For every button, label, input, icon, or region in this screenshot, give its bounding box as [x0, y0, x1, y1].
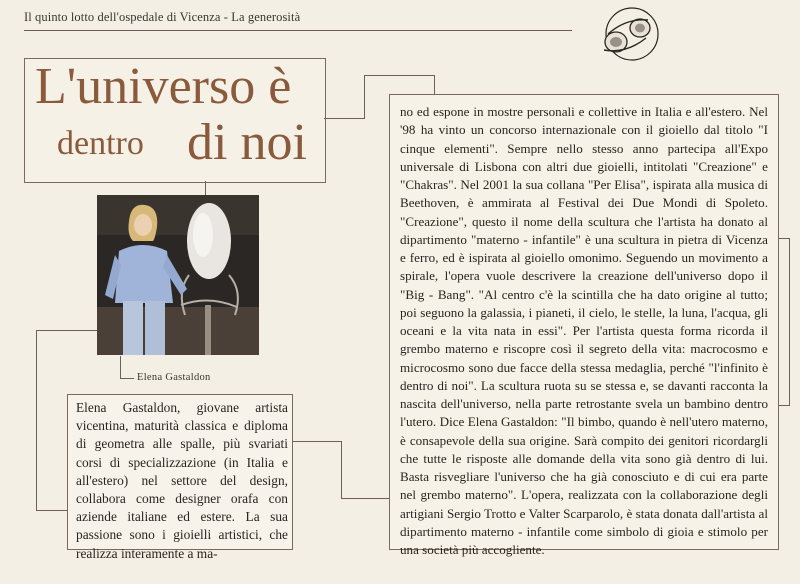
photo-caption: Elena Gastaldon	[137, 372, 211, 383]
artist-photo-illustration	[97, 195, 259, 355]
artist-photo	[97, 195, 259, 355]
connector-line	[205, 181, 206, 195]
connector-line	[291, 441, 341, 442]
title-line-2-small: dentro	[57, 125, 144, 162]
bio-box	[67, 394, 293, 561]
bio-text: Elena Gastaldon, giovane artista vicentina, maturità classica e diploma di geometra alle spalle, più svariati corsi di specializzazione (in Italia e all'estero) nel settore del design, collabora come designer orafa con aziende italiane ed estere. La sua passione sono i gioielli artistici, che realizza interamente a ma-	[76, 400, 288, 561]
decorative-logo-icon	[586, 4, 666, 64]
title-line-1: L'universo è	[35, 58, 292, 115]
title-box	[24, 58, 326, 183]
connector-line	[120, 378, 134, 379]
connector-line	[36, 510, 67, 511]
article-text: no ed espone in mostre personali e collettive in Italia e all'estero. Nel '98 ha vinto un concorso internazionale con il gioiello dal titolo "I cinque elementi". Sempre nello stesso anno partecipa all'Expo universale di Lisbona con altri due gioielli, intitolati "Creazione" e "Chakras". Nel 2001 la sua collana "Per Elisa", ispirata alla musica di Beethoven, è ammirata al Festival dei Due Mondi di Spoleto. "Creazione", questo il nome della scultura che l'artista ha donato al dipartimento "materno - infantile" è una scultura in pietra di Vicenza e ferro, ed è ispirata al gioiello omonimo. Seguendo un movimento a spirale, l'opera vuole descrivere la creazione dell'universo dopo il "Big - Bang". "Al centro c'è la scintilla che ha dato origine al tutto; poi seguono la galassia, i pianeti, il cielo, le stelle, la luna, l'acqua, gli oceani e la vita nata in essi". Per l'artista questa forma ricorda il grembo materno e riscopre così il segreto della vita: macrocosmo e microcosmo sono due facce della stessa medaglia, perché "l'infinito è dentro di noi". La scultura ruota su se stessa e, se davanti racconta la nascita dell'universo, nella parte retrostante svela un bambino dentro l'utero. Dice Elena Gastaldon: "Il bimbo, quando è nell'utero materno, è consapevole della sua origine. Sarà compito dei genitori ricordargli che tutte le risposte alle domande della vita sono già dentro di lui. Basta risvegliare l'universo che ha già conosciuto e di cui era parte nel grembo materno". L'opera, realizzata con la collaborazione degli artigiani Sergio Trotto e Valter Scarparolo, è stata donata dall'artista al dipartimento materno - infantile come simbolo di gioia e stimolo per una società più accogliente.	[400, 104, 768, 557]
connector-line	[36, 330, 37, 510]
connector-line	[364, 75, 434, 76]
header-rule	[24, 30, 572, 31]
connector-line	[120, 356, 121, 378]
connector-line	[324, 118, 364, 119]
article-box	[389, 94, 779, 557]
connector-line	[364, 75, 365, 119]
title-line-2-large: di noi	[187, 114, 307, 171]
connector-line	[341, 441, 342, 499]
running-header: Il quinto lotto dell'ospedale di Vicenza - La generosità	[24, 10, 301, 24]
connector-line	[434, 75, 435, 94]
connector-line	[36, 330, 97, 331]
connector-line	[341, 498, 389, 499]
connector-line	[789, 238, 790, 406]
